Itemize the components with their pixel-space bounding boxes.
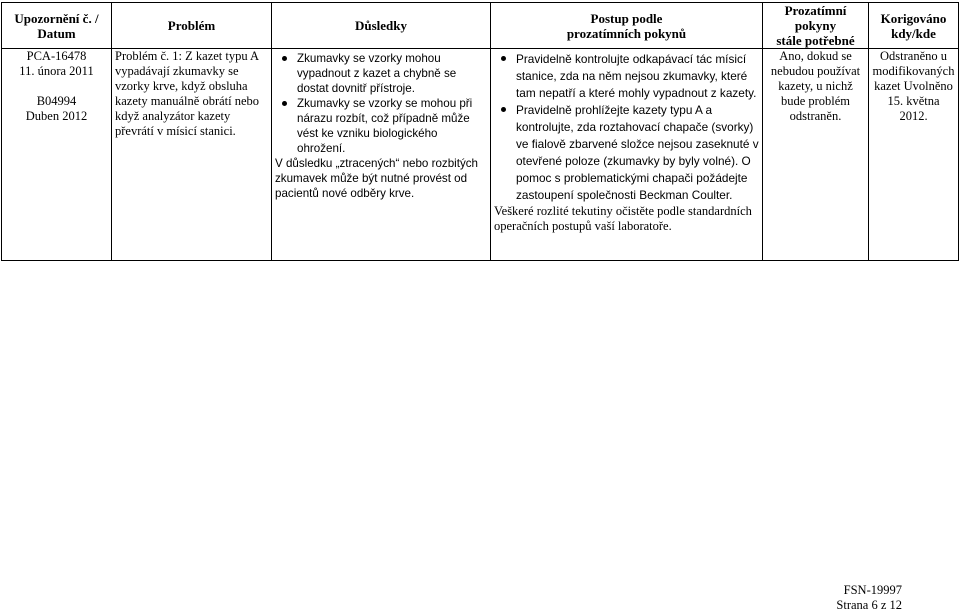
corrected-text: Odstraněno u modifikovaných kazet Uvolněno 15. května 2012. [872,49,955,123]
notice-id: B04994 [36,94,77,108]
header-workaround: Postup podle prozatímních pokynů [491,3,763,49]
notice-date: Duben 2012 [25,109,88,123]
consequences-note: V důsledku „ztracených“ nebo rozbitých zkumavek může být nutné provést od pacientů nové odběry krve. [275,157,478,200]
table-row [2,49,959,261]
corrective-action-table [1,2,959,261]
cell-workaround [491,49,763,261]
cell-corrected [869,49,959,261]
page-footer [836,583,902,613]
problem-text: Problém č. 1: Z kazet typu A vypadávají zkumavky se vzorky krve, když obsluha kazety manuálně obrátí nebo když analyzátor kazety převrátí v mísicí stanici. [115,49,260,138]
table-header-row [2,3,959,49]
workaround-note: Veškeré rozlité tekutiny očistěte podle standardních operačních postupů vaší laboratoře. [494,204,752,233]
cell-interim-needed [763,49,869,261]
header-consequences: Důsledky [272,3,491,49]
workaround-list [494,51,759,204]
header-interim-needed: Prozatímní pokyny stále potřebné [763,3,869,49]
list-item: Pravidelně kontrolujte odkapávací tác mísicí stanice, zda na něm nejsou zkumavky, které tam nepatří a které mohly vypadnout z kazety. [516,51,759,102]
cell-notice-date [2,49,112,261]
list-item: Zkumavky se vzorky mohou vypadnout z kazet a chybně se dostat dovnitř přístroje. [297,51,487,96]
cell-consequences [272,49,491,261]
cell-problem [112,49,272,261]
document-id: FSN-19997 [843,583,902,597]
notice-date: 11. února 2011 [19,64,94,78]
interim-text: Ano, dokud se nebudou používat kazety, u nichž bude problém odstraněn. [770,49,861,123]
header-corrected: Korigováno kdy/kde [869,3,959,49]
header-notice-date: Upozornění č. / Datum [2,3,112,49]
list-item: Zkumavky se vzorky se mohou při nárazu rozbít, což případně může vést ke vzniku biologického ohrožení. [297,96,487,156]
page-number: Strana 6 z 12 [836,598,902,612]
consequences-list [275,51,487,156]
header-problem: Problém [112,3,272,49]
list-item: Pravidelně prohlížejte kazety typu A a kontrolujte, zda roztahovací chapače (svorky) ve fialově zbarvené složce nejsou zaseknuté v otevřené poloze (zkumavky by byly volné). O pomoc s problematickými chapači požádejte zastoupení společnosti Beckman Coulter. [516,103,759,202]
notice-id: PCA-16478 [26,49,87,63]
